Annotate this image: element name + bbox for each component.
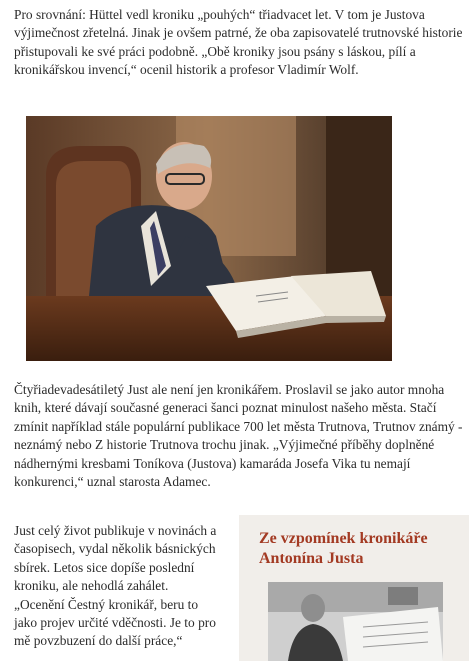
article-paragraph-3: Just celý život publikuje v novinách a časopisech, vydal několik básnických sbírek. Letos sice dopíše poslední kroniku, ale nehodlá zahálet. „Ocenění Čestný kronikář, beru to jako projev určité vděčnosti. Je to pro mě povzbuzení do další práce,“ (14, 523, 217, 649)
sidebar-title[interactable]: Ze vzpomínek kronikáře Antonína Justa (259, 530, 428, 567)
article-paragraph-2: Čtyřiadevadesátiletý Just ale není jen kronikářem. Proslavil se jako autor mnoha knih, které dávají současné generaci šanci poznat minulost našeho města. Stačí zmínit například stále populární publikace 700 let města Trutnova, Trutnov známý - neznámý nebo Z historie Trutnova trochu jinak. „Výjimečné příběhy doplněné nádhernými kresbami Toníkova (Justova) kamaráda Josefa Vika tu nemají konkurenci,“ uznal starosta Adamec. (14, 382, 463, 490)
chronicler-signing-photo (26, 116, 392, 361)
article-paragraph-1: Pro srovnání: Hüttel vedl kroniku „pouhých“ třiadvacet let. V tom je Justova výjimečnost zřetelná. Jinak je ovšem patrné, že oba zapisovatelé trutnovské historie přistupovali ke své práci podobně. „Obě kroniky jsou psány s láskou, pílí a kronikářskou invencí,“ ocenil historik a profesor Vladimír Wolf. (14, 7, 463, 78)
sidebar-photo[interactable] (268, 582, 443, 661)
sidebar-recollections-box[interactable] (239, 515, 469, 661)
